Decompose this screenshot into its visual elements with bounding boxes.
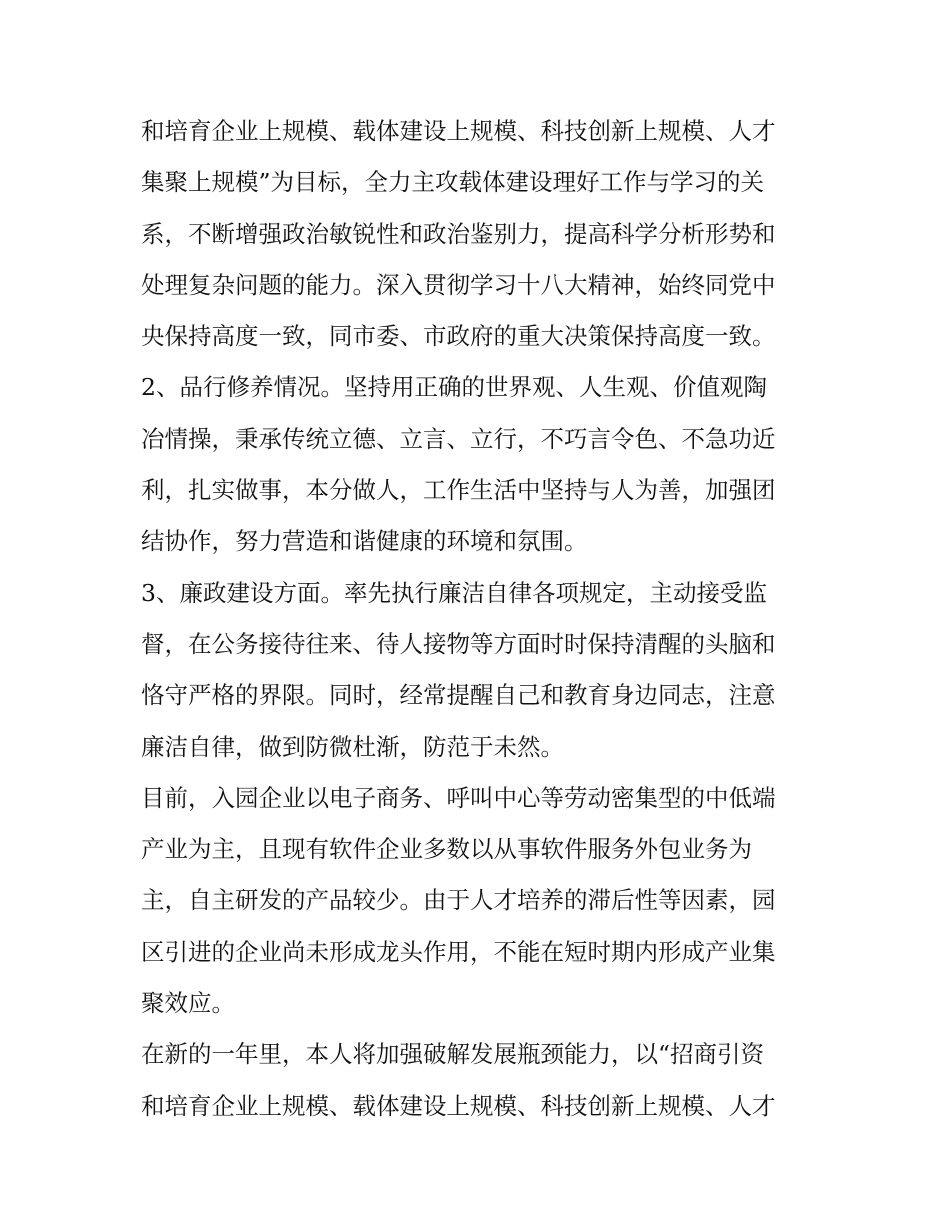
text-line: 主，自主研发的产品较少。由于人才培养的滞后性等因素，园: [141, 886, 776, 915]
text-line: 区引进的企业尚未形成龙头作用，不能在短时期内形成产业集: [141, 937, 776, 966]
text-line: 冶情操，秉承传统立德、立言、立行，不巧言令色、不急功近: [141, 424, 776, 453]
text-line: 处理复杂问题的能力。深入贯彻学习十八大精神，始终同党中: [141, 270, 776, 299]
text-line: 系，不断增强政治敏锐性和政治鉴别力，提高科学分析形势和: [141, 219, 776, 248]
text-line: 恪守严格的界限。同时，经常提醒自己和教育身边同志，注意: [141, 681, 776, 710]
text-line: 聚效应。: [141, 989, 235, 1018]
text-line: 央保持高度一致，同市委、市政府的重大决策保持高度一致。: [141, 322, 776, 351]
text-line: 廉洁自律，做到防微杜渐，防范于未然。: [141, 732, 564, 761]
text-line: 和培育企业上规模、载体建设上规模、科技创新上规模、人才: [141, 117, 776, 145]
text-line: 督，在公务接待往来、待人接物等方面时时保持清醒的头脑和: [141, 629, 776, 658]
text-line: 和培育企业上规模、载体建设上规模、科技创新上规模、人才: [141, 1091, 776, 1120]
text-line: 利，扎实做事，本分做人，工作生活中坚持与人为善，加强团: [141, 476, 776, 505]
text-line: 目前，入园企业以电子商务、呼叫中心等劳动密集型的中低端: [141, 783, 776, 812]
text-line: 结协作，努力营造和谐健康的环境和氛围。: [141, 527, 588, 556]
text-line: 2、品行修养情况。坚持用正确的世界观、人生观、价值观陶: [141, 373, 767, 402]
text-line: 3、廉政建设方面。率先执行廉洁自律各项规定，主动接受监: [141, 578, 767, 607]
document-body: [141, 106, 821, 1132]
text-line: 集聚上规模”为目标，全力主攻载体建设理好工作与学习的关: [141, 168, 765, 197]
text-line: 产业为主，且现有软件企业多数以从事软件服务外包业务为: [141, 835, 752, 864]
text-line: 在新的一年里，本人将加强破解发展瓶颈能力，以“招商引资: [141, 1040, 765, 1069]
